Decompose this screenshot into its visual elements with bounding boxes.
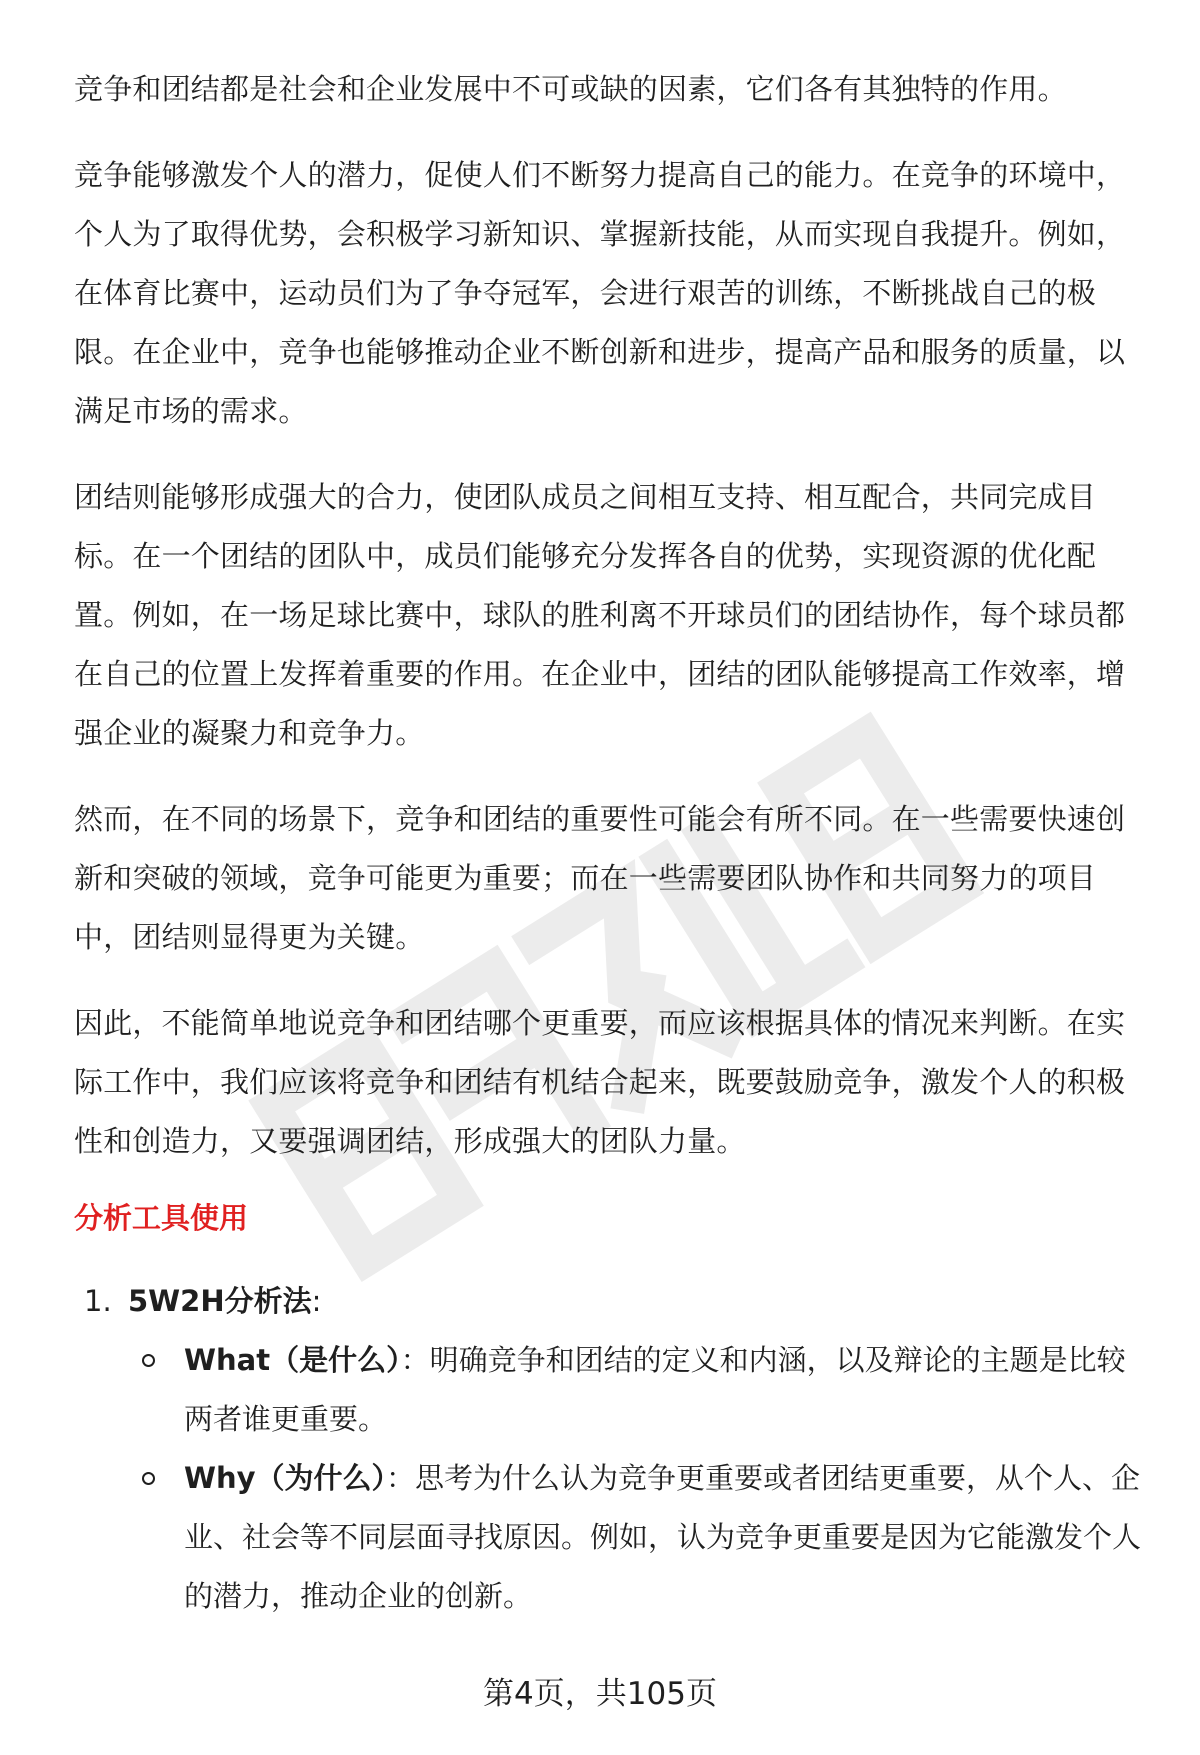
paragraph-unity: 团结则能够形成强大的合力，使团队成员之间相互支持、相互配合，共同完成目标。在一个团结的团队中，成员们能够充分发挥各自的优势，实现资源的优化配置。例如，在一场足球比赛中，球队的胜利离不开球员们的团结协作，每个球员都在自己的位置上发挥着重要的作用。在企业中，团结的团队能够提高工作效率，增强企业的凝聚力和竞争力。 [74, 480, 1126, 750]
sub-item-text: ：思考为什么认为竞争更重要或者团结更重要，从个人、企业、社会等不同层面寻找原因。例如，认为竞争更重要是因为它能激发个人的潜力，推动企业的创新。 [184, 1461, 1142, 1613]
paragraph-however: 然而，在不同的场景下，竞争和团结的重要性可能会有所不同。在一些需要快速创新和突破的领域，竞争可能更为重要；而在一些需要团队协作和共同努力的项目中，团结则显得更为关键。 [74, 802, 1126, 954]
tools-list [74, 1272, 1154, 1626]
paragraph-competition: 竞争能够激发个人的潜力，促使人们不断努力提高自己的能力。在竞争的环境中，个人为了取得优势，会积极学习新知识、掌握新技能，从而实现自我提升。例如，在体育比赛中，运动员们为了争夺冠军，会进行艰苦的训练，不断挑战自己的极限。在企业中，竞争也能够推动企业不断创新和进步，提高产品和服务的质量，以满足市场的需求。 [74, 158, 1126, 428]
bullet-icon [142, 1354, 155, 1367]
paragraph-intro: 竞争和团结都是社会和企业发展中不可或缺的因素，它们各有其独特的作用。 [74, 72, 1067, 106]
list-item [74, 1272, 1154, 1626]
list-item-number: 1. [84, 1284, 112, 1318]
tool-title-suffix: : [311, 1284, 322, 1318]
document-page [74, 60, 1154, 1626]
sub-item-title: Why（为什么） [184, 1461, 387, 1495]
page-footer: 第4页，共105页 [483, 1676, 717, 1712]
list-item [128, 1331, 1154, 1449]
sub-item-text: ：明确竞争和团结的定义和内涵，以及辩论的主题是比较两者谁更重要。 [184, 1343, 1126, 1436]
tool-title: 5W2H分析法 [128, 1284, 312, 1318]
paragraph-conclusion: 因此，不能简单地说竞争和团结哪个更重要，而应该根据具体的情况来判断。在实际工作中，我们应该将竞争和团结有机结合起来，既要鼓励竞争，激发个人的积极性和创造力，又要强调团结，形成强大的团队力量。 [74, 1006, 1126, 1158]
bullet-icon [142, 1472, 155, 1485]
list-item [128, 1449, 1154, 1626]
sub-list [128, 1331, 1154, 1626]
sub-item-title: What（是什么） [184, 1343, 401, 1377]
section-heading: 分析工具使用 [74, 1201, 249, 1235]
